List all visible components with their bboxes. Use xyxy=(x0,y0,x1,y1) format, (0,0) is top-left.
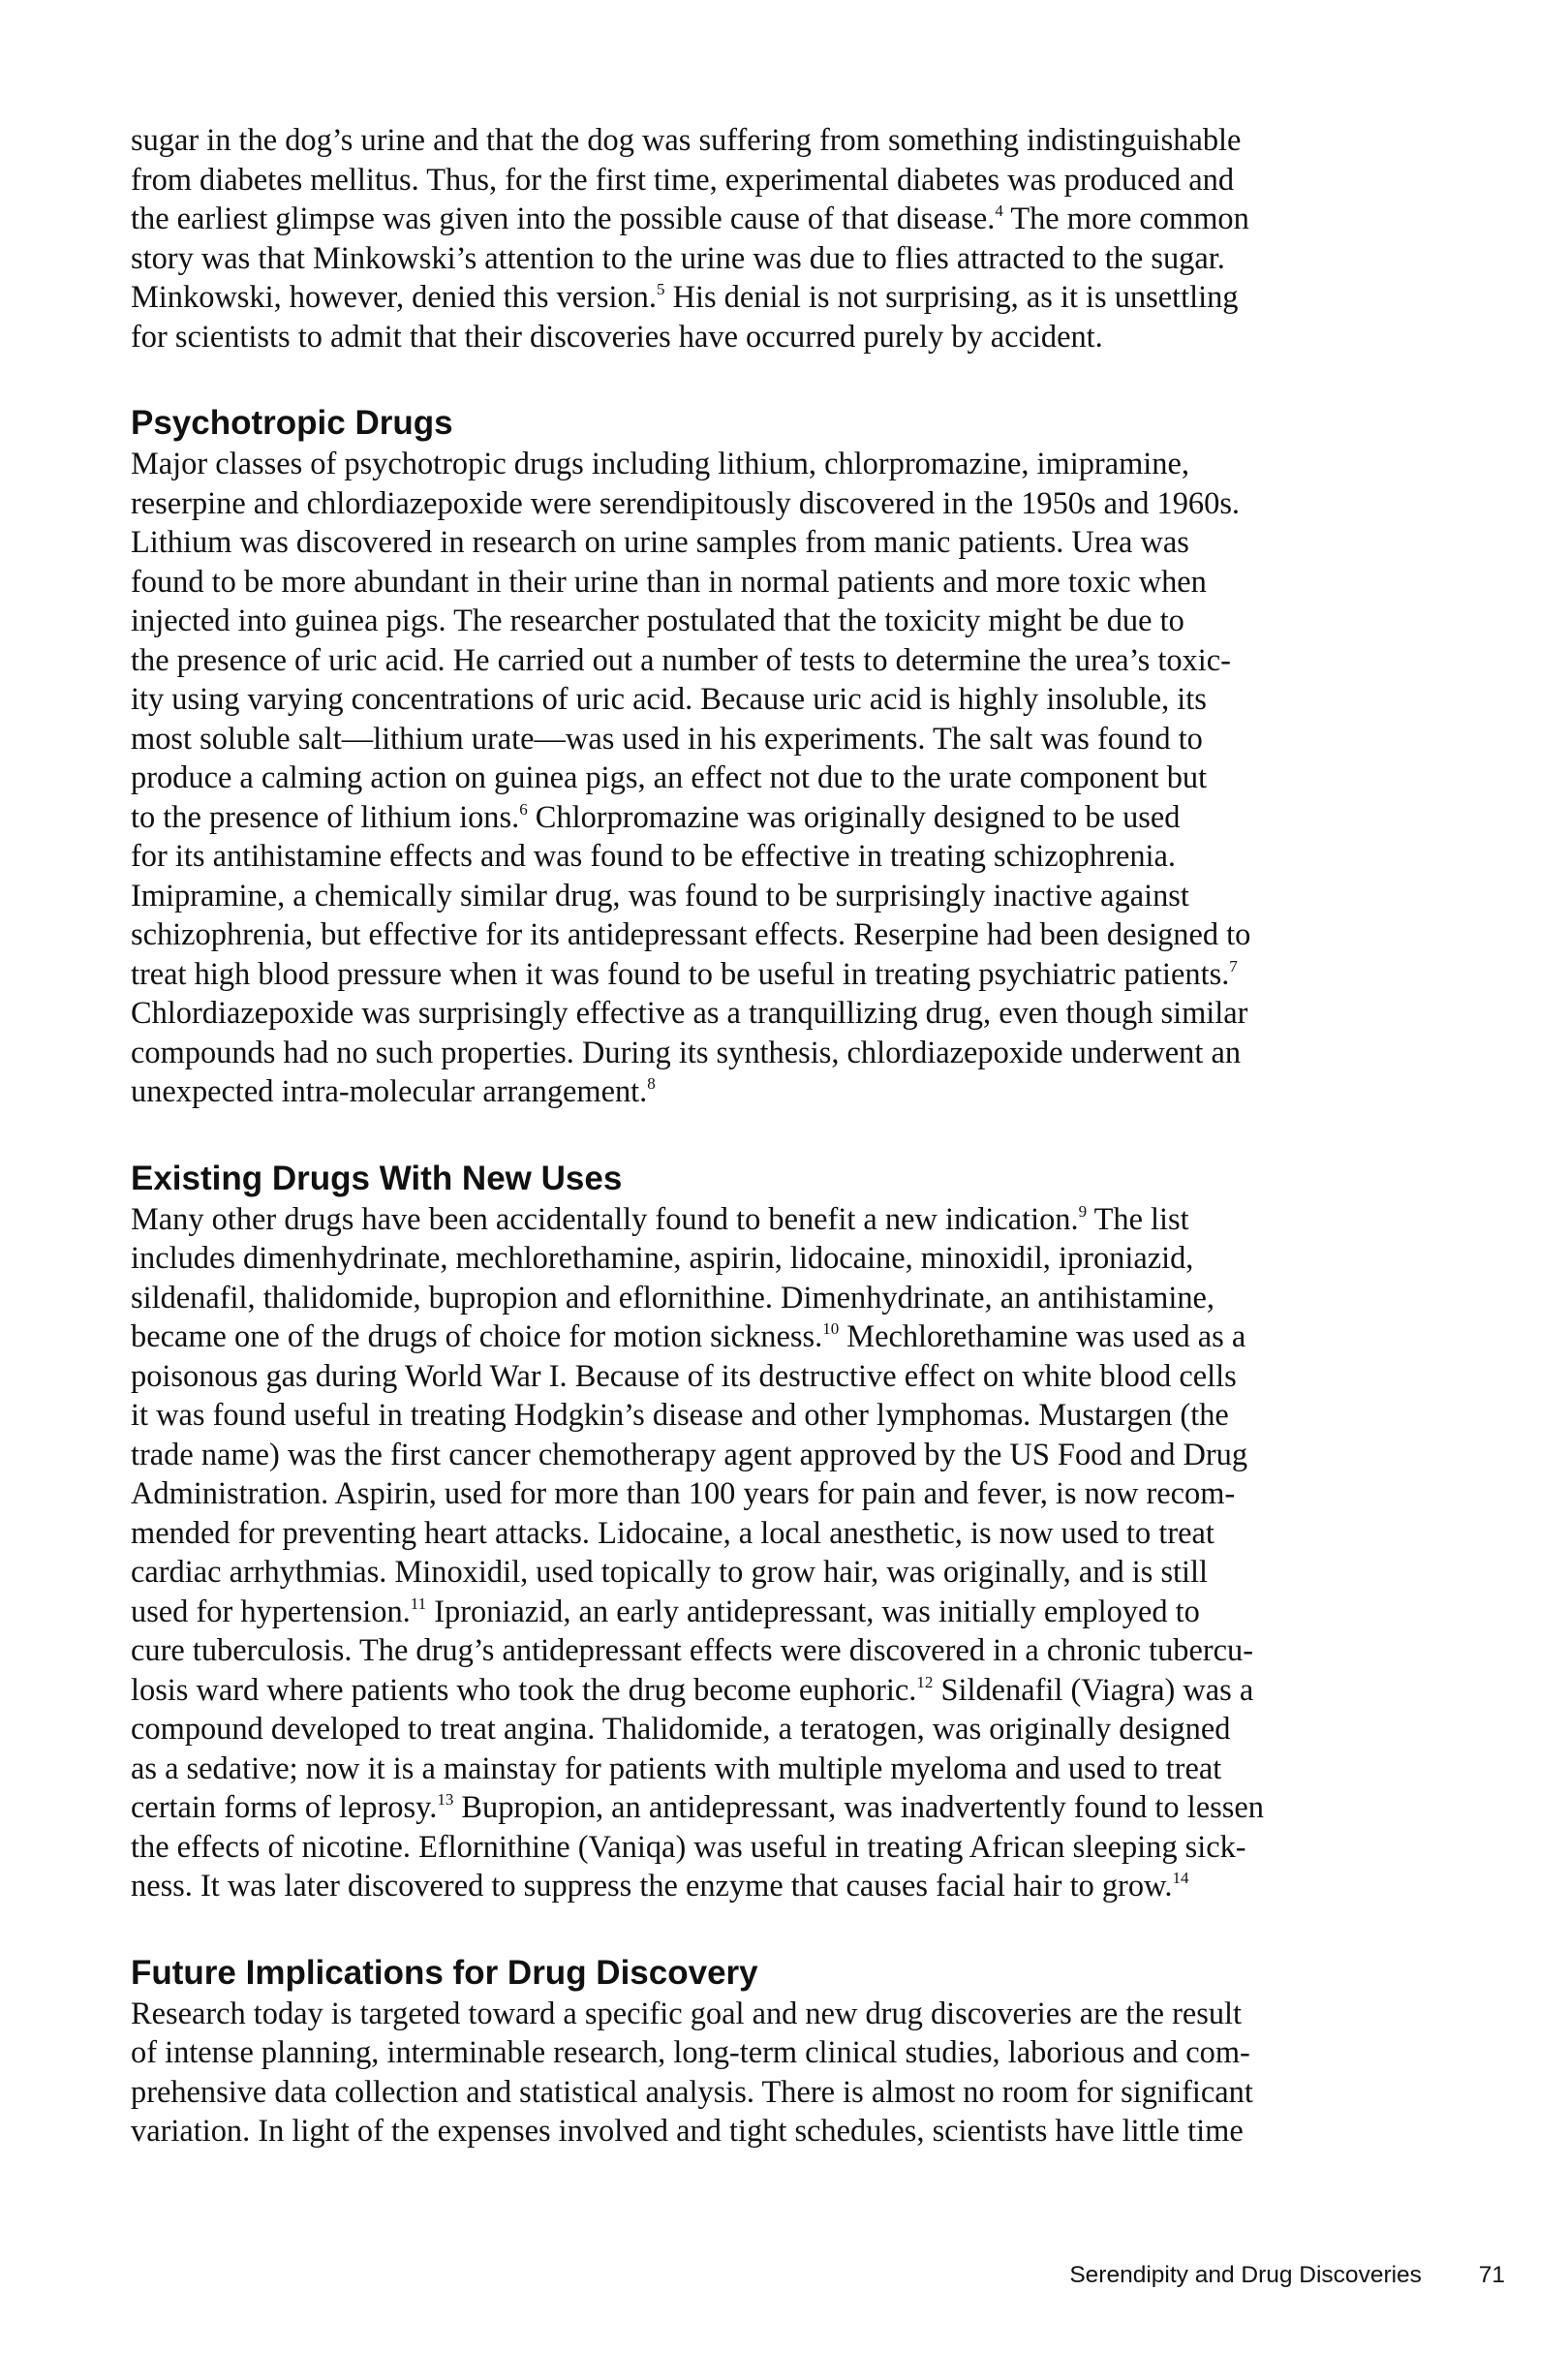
text-run: prehensive data collection and statistical analysis. There is almost no room for significant xyxy=(131,2074,1253,2110)
text-run: for scientists to admit that their discoveries have occurred purely by accident. xyxy=(131,319,1103,355)
text-run: Administration. Aspirin, used for more than 100 years for pain and fever, is now recom- xyxy=(131,1476,1236,1511)
text-run: sildenafil, thalidomide, bupropion and eflornithine. Dimenhydrinate, an antihistamine, xyxy=(131,1280,1215,1316)
section-paragraph xyxy=(131,1995,1443,2152)
text-run: the effects of nicotine. Eflornithine (Vaniqa) was useful in treating African sleeping sick- xyxy=(131,1829,1246,1865)
text-run: ness. It was later discovered to suppress the enzyme that causes facial hair to grow. xyxy=(131,1869,1173,1904)
text-run: reserpine and chlordiazepoxide were serendipitously discovered in the 1950s and 1960s. xyxy=(131,485,1241,521)
text-run: compound developed to treat angina. Thalidomide, a teratogen, was originally designed xyxy=(131,1712,1231,1747)
text-run: sugar in the dog’s urine and that the dog was suffering from something indistinguishable xyxy=(131,123,1242,158)
text-run: the presence of uric acid. He carried out a number of tests to determine the urea’s toxic- xyxy=(131,642,1231,678)
text-run: certain forms of leprosy. xyxy=(131,1790,438,1825)
text-run: Iproniazid, an early antidepressant, was initially employed to xyxy=(426,1594,1200,1629)
text-line xyxy=(131,1995,1443,2034)
text-run: The more common xyxy=(1002,201,1249,236)
section-paragraph xyxy=(131,445,1443,1112)
text-line xyxy=(131,1788,1443,1828)
section-heading: Future Implications for Drug Discovery xyxy=(131,1953,758,1992)
text-run: schizophrenia, but effective for its antidepressant effects. Reserpine had been designed to xyxy=(131,917,1251,952)
text-run: Lithium was discovered in research on urine samples from manic patients. Urea was xyxy=(131,525,1189,560)
intro-paragraph xyxy=(131,121,1443,356)
text-run: produce a calming action on guinea pigs, an effect not due to the urate component but xyxy=(131,760,1208,795)
text-run: story was that Minkowski’s attention to the urine was due to flies attracted to the sugar. xyxy=(131,240,1225,276)
text-run: compounds had no such properties. During its synthesis, chlordiazepoxide underwent an xyxy=(131,1035,1242,1070)
running-title: Serendipity and Drug Discoveries xyxy=(1069,2262,1422,2288)
sections xyxy=(131,356,1443,2152)
footnote-reference: 4 xyxy=(995,201,1003,220)
text-run: to the presence of lithium ions. xyxy=(131,799,520,835)
text-line xyxy=(131,915,1443,955)
text-line xyxy=(131,994,1443,1034)
page-number: 71 xyxy=(1478,2262,1505,2288)
text-line xyxy=(131,200,1443,239)
text-line xyxy=(131,161,1443,201)
text-run: mended for preventing heart attacks. Lidocaine, a local anesthetic, is now used to treat xyxy=(131,1515,1214,1551)
text-line xyxy=(131,239,1443,279)
footnote-reference: 9 xyxy=(1078,1201,1088,1221)
text-line xyxy=(131,2033,1443,2073)
text-line xyxy=(131,445,1443,484)
text-line xyxy=(131,641,1443,681)
text-line xyxy=(131,1200,1443,1240)
text-line xyxy=(131,1514,1443,1554)
text-run: it was found useful in treating Hodgkin’s disease and other lymphomas. Mustargen (the xyxy=(131,1398,1229,1433)
text-run: cure tuberculosis. The drug’s antidepressant effects were discovered in a chronic tubercu- xyxy=(131,1633,1254,1668)
text-run: injected into guinea pigs. The researcher postulated that the toxicity might be due to xyxy=(131,604,1184,638)
text-line xyxy=(131,1317,1443,1357)
text-run: as a sedative; now it is a mainstay for patients with multiple myeloma and used to treat xyxy=(131,1750,1222,1786)
text-line xyxy=(131,523,1443,563)
text-line xyxy=(131,1553,1443,1593)
footnote-reference: 5 xyxy=(656,280,665,298)
footnote-reference: 13 xyxy=(437,1790,454,1809)
section-spacer xyxy=(131,1906,1443,1952)
text-line xyxy=(131,1034,1443,1073)
text-run: treat high blood pressure when it was found to be useful in treating psychiatric patients. xyxy=(131,956,1230,992)
text-line xyxy=(131,1749,1443,1789)
text-run: of intense planning, interminable research, long-term clinical studies, laborious and com- xyxy=(131,2035,1250,2070)
text-line xyxy=(131,278,1443,318)
section-spacer xyxy=(131,1112,1443,1158)
text-line xyxy=(131,955,1443,995)
text-line xyxy=(131,602,1443,641)
text-run: cardiac arrhythmias. Minoxidil, used topically to grow hair, was originally, and is still xyxy=(131,1555,1209,1590)
text-run: The list xyxy=(1087,1201,1189,1237)
text-run: poisonous gas during World War I. Because of its destructive effect on white blood cells xyxy=(131,1358,1237,1394)
text-run: became one of the drugs of choice for motion sickness. xyxy=(131,1319,823,1354)
text-run: used for hypertension. xyxy=(131,1594,411,1629)
text-run: for its antihistamine effects and was found to be effective in treating schizophrenia. xyxy=(131,839,1177,874)
text-line xyxy=(131,318,1443,357)
text-run: Sildenafil (Viagra) was a xyxy=(933,1672,1254,1708)
text-run: ity using varying concentrations of uric acid. Because uric acid is highly insoluble, its xyxy=(131,682,1207,717)
text-line xyxy=(131,877,1443,916)
text-line xyxy=(131,1357,1443,1397)
text-run: Many other drugs have been accidentally found to benefit a new indication. xyxy=(131,1201,1079,1237)
text-line xyxy=(131,1436,1443,1475)
text-line xyxy=(131,2073,1443,2113)
text-run: Bupropion, an antidepressant, was inadvertently found to lessen xyxy=(453,1790,1264,1825)
footnote-reference: 14 xyxy=(1172,1869,1189,1887)
text-run: losis ward where patients who took the drug become euphoric. xyxy=(131,1672,917,1708)
section-heading: Existing Drugs With New Uses xyxy=(131,1159,623,1197)
text-run: variation. In light of the expenses involved and tight schedules, scientists have little time xyxy=(131,2114,1244,2149)
page-body xyxy=(131,121,1443,2152)
text-run: Imipramine, a chemically similar drug, was found to be surprisingly inactive against xyxy=(131,878,1189,913)
text-line xyxy=(131,759,1443,798)
text-run: found to be more abundant in their urine than in normal patients and more toxic when xyxy=(131,564,1207,600)
text-run: most soluble salt—lithium urate—was used in his experiments. The salt was found to xyxy=(131,721,1203,757)
text-run: Mechlorethamine was used as a xyxy=(839,1319,1246,1354)
text-line xyxy=(131,563,1443,603)
text-line xyxy=(131,2112,1443,2152)
section-paragraph xyxy=(131,1200,1443,1906)
text-line xyxy=(131,798,1443,838)
text-line xyxy=(131,1631,1443,1671)
page-footer xyxy=(1069,2261,1505,2290)
text-run: trade name) was the first cancer chemotherapy agent approved by the US Food and Drug xyxy=(131,1437,1248,1472)
text-run: the earliest glimpse was given into the possible cause of that disease. xyxy=(131,201,996,236)
text-line xyxy=(131,720,1443,759)
text-line xyxy=(131,121,1443,161)
text-run: His denial is not surprising, as it is unsettling xyxy=(664,280,1239,315)
text-run: Chlordiazepoxide was surprisingly effective as a tranquillizing drug, even though similar xyxy=(131,996,1248,1031)
text-line xyxy=(131,1671,1443,1711)
footnote-reference: 11 xyxy=(410,1594,427,1613)
text-line xyxy=(131,484,1443,524)
text-line xyxy=(131,1072,1443,1112)
footnote-reference: 7 xyxy=(1229,956,1238,975)
text-line xyxy=(131,1396,1443,1436)
text-run: unexpected intra-molecular arrangement. xyxy=(131,1074,648,1109)
text-line xyxy=(131,1867,1443,1906)
text-line xyxy=(131,1710,1443,1749)
text-run: Research today is targeted toward a specific goal and new drug discoveries are the result xyxy=(131,1996,1243,2031)
section-spacer xyxy=(131,356,1443,402)
text-run: Chlorpromazine was originally designed to be used xyxy=(527,799,1181,835)
footnote-reference: 10 xyxy=(822,1319,840,1338)
section-heading: Psychotropic Drugs xyxy=(131,404,453,442)
text-line xyxy=(131,1279,1443,1318)
footnote-reference: 12 xyxy=(916,1672,934,1691)
text-run: Minkowski, however, denied this version. xyxy=(131,280,657,315)
text-line xyxy=(131,1828,1443,1868)
text-run: Major classes of psychotropic drugs including lithium, chlorpromazine, imipramine, xyxy=(131,447,1189,481)
footnote-reference: 8 xyxy=(647,1074,656,1093)
text-line xyxy=(131,1593,1443,1632)
text-line xyxy=(131,1474,1443,1514)
text-line xyxy=(131,680,1443,720)
text-run: from diabetes mellitus. Thus, for the first time, experimental diabetes was produced and xyxy=(131,162,1235,198)
text-run: includes dimenhydrinate, mechlorethamine, aspirin, lidocaine, minoxidil, iproniazid, xyxy=(131,1241,1194,1276)
text-line xyxy=(131,837,1443,877)
text-line xyxy=(131,1239,1443,1279)
footnote-reference: 6 xyxy=(519,799,528,819)
